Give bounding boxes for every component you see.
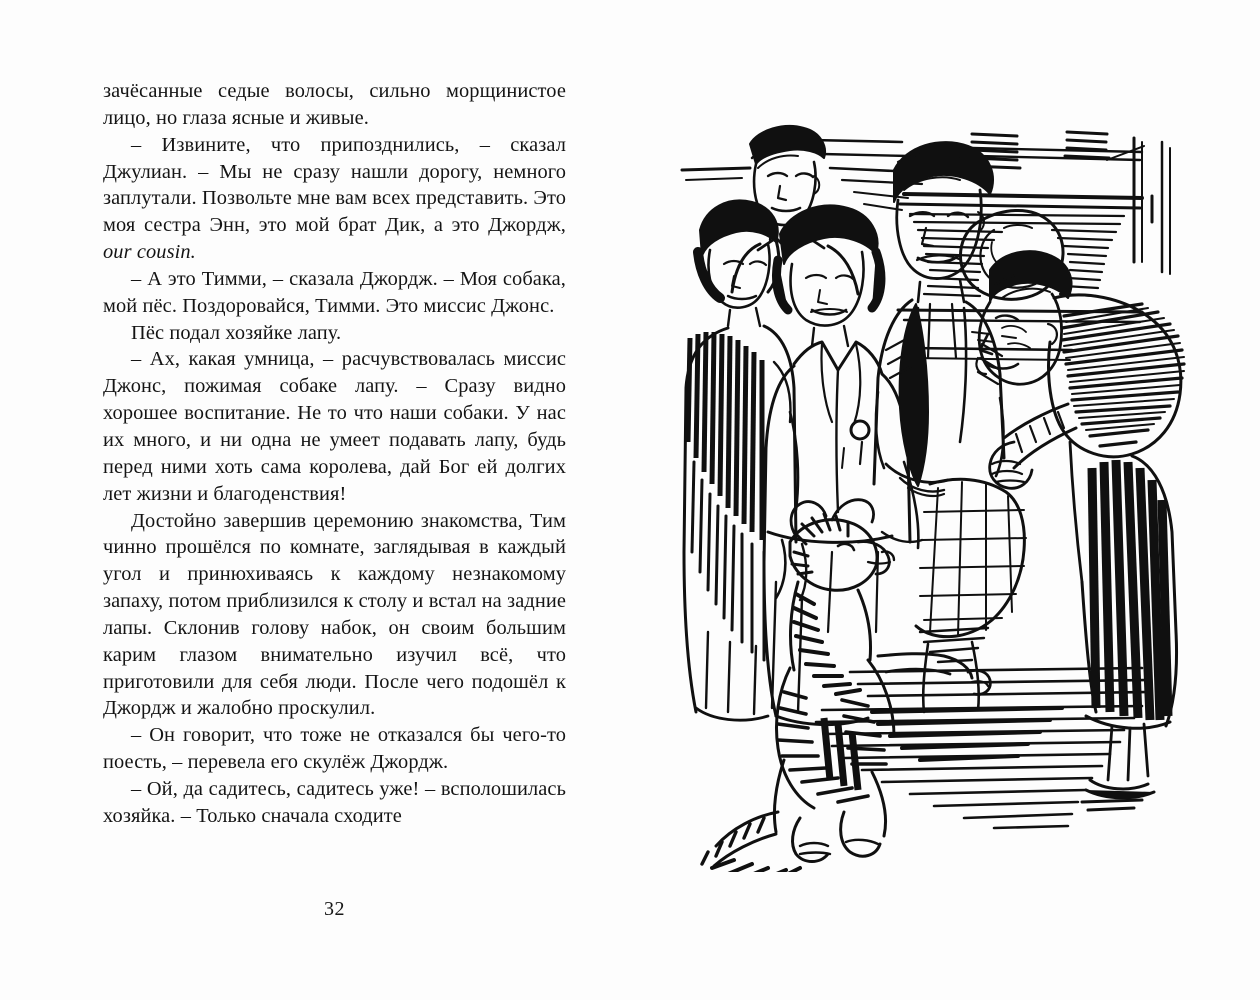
paragraph: зачёсанные седые волосы, сильно морщинистое лицо, но глаза ясные и живые. [103,80,566,129]
coat-check-pattern [920,482,1026,636]
page-number: 32 [324,898,345,920]
paragraph [103,132,566,266]
figure-girl-light-coat [764,206,922,725]
text-column [103,78,566,830]
paragraph: – Он говорит, что тоже не отказался бы чего-то поесть, – перевела его скулёж Джордж. [103,724,566,774]
floor-shadow-dark [872,708,1062,760]
foreign-phrase: our cousin. [103,241,196,264]
figure-old-woman [976,251,1184,810]
paragraph: – Ах, какая умница, – расчувствовалась миссис Джонс, пожимая собаке лапу. – Сразу видно хорошее воспитание. Не то что наши собаки. У нас их много, и ни одна не умеет подавать лапу, будь перед ними хоть сама королева, дай Бог ей долгих лет жизни и благоденствия! [103,348,566,505]
dog-timmy [702,500,990,872]
paragraph: – А это Тимми, – сказала Джордж. – Моя собака, мой пёс. Поздоровайся, Тимми. Это миссис Джонс. [103,267,566,317]
paragraph: Пёс подал хозяйке лапу. [131,321,342,344]
paragraph-text: – Извините, что припозднились, – сказал Джулиан. – Мы не сразу нашли дорогу, немного заплутали. Позвольте мне вам всех представить. Это моя сестра Энн, это мой брат Дик, а это Джордж, [103,133,566,237]
dog-ruff [794,594,860,694]
paragraph: Достойно завершив церемонию знакомства, Тим чинно прошёлся по комнате, заглядывая в каждый угол и принюхиваясь к каждому незнакомому запаху, потом приблизился к столу и встал на задние лапы. Склонив голову набок, он своим большим карим глазом внимательно изучил всё, что приготовили для себя люди. После чего подошёл к Джордж и жалобно проскулил. [103,509,566,720]
paragraph: – Ой, да садитесь, садитесь уже! – всполошилась хозяйка. – Только сначала сходите [103,777,566,827]
chapter-illustration [672,112,1212,872]
illustration-artwork [672,112,1212,872]
